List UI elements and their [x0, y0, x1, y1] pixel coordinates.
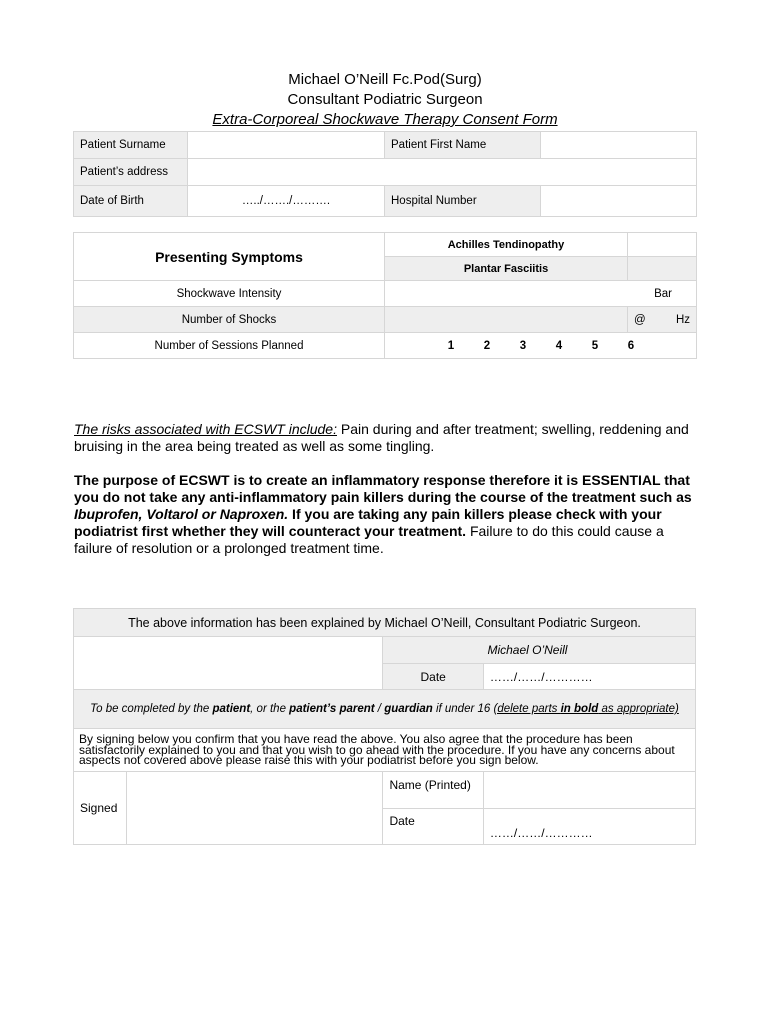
risks-text: Pain during and after treatment; swelling, reddening and bruising in the area being treated as well as some tingling. — [74, 421, 689, 454]
intensity-label: Shockwave Intensity — [74, 281, 385, 307]
patient-signature-field[interactable] — [127, 771, 383, 844]
risks-paragraph — [74, 421, 696, 455]
form-title: Extra-Corporeal Shockwave Therapy Consent Form — [212, 111, 558, 128]
surgeon-role-heading: Consultant Podiatric Surgeon — [287, 91, 483, 108]
purpose-normal: Failure to do this could cause a failure of resolution or a prolonged treatment time. — [74, 523, 664, 556]
completed-by-text-3: / — [374, 703, 385, 715]
delete-parts-note — [493, 703, 678, 715]
surgeon-signature-area — [74, 637, 383, 690]
surgeon-date-field[interactable]: ……/……/………… — [483, 664, 695, 690]
hz-unit: Hz — [675, 313, 690, 326]
session-option-6[interactable]: 6 — [627, 339, 635, 352]
purpose-bold-1: The purpose of ECSWT is to create an inflammatory response therefore it is ESSENTIAL that you do not take any anti-inflammatory pain killers during the course of the treatment such as — [74, 472, 692, 505]
at-sign: @ — [634, 313, 646, 326]
session-option-1[interactable]: 1 — [447, 339, 455, 352]
consent-table — [73, 608, 696, 845]
purpose-bold-2: If you are taking any pain killers please check with your podiatrist first whether they will counteract your treatment. — [74, 506, 662, 539]
name-printed-label: Name (Printed) — [383, 771, 483, 808]
completed-by-parent: patient’s parent — [289, 703, 375, 715]
surgeon-signature-name: Michael O’Neill — [383, 637, 696, 664]
delete-text-2: as appropriate) — [598, 703, 679, 715]
session-option-2[interactable]: 2 — [483, 339, 491, 352]
explained-statement: The above information has been explained by Michael O’Neill, Consultant Podiatric Surgeon. — [74, 609, 696, 637]
shocks-frequency-field[interactable] — [628, 307, 697, 333]
session-option-4[interactable]: 4 — [555, 339, 563, 352]
symptom-option-achilles[interactable]: Achilles Tendinopathy — [385, 233, 628, 257]
patient-surname-label: Patient Surname — [74, 132, 188, 159]
symptom-achilles-checkbox[interactable] — [628, 233, 697, 257]
signed-label: Signed — [74, 771, 127, 844]
session-option-5[interactable]: 5 — [591, 339, 599, 352]
session-option-3[interactable]: 3 — [519, 339, 527, 352]
risks-lead: The risks associated with ECSWT include: — [74, 421, 337, 437]
dob-label: Date of Birth — [74, 186, 188, 217]
name-printed-field[interactable] — [483, 771, 695, 808]
patient-first-name-field[interactable] — [541, 132, 697, 159]
sign-date-label: Date — [383, 808, 483, 844]
hospital-number-field[interactable] — [541, 186, 697, 217]
patient-address-label: Patient’s address — [74, 159, 188, 186]
presenting-symptoms-label: Presenting Symptoms — [74, 233, 385, 281]
hospital-number-label: Hospital Number — [385, 186, 541, 217]
completed-by-note — [74, 690, 696, 729]
signing-note: By signing below you confirm that you have read the above. You also agree that the procedure has been satisfactorily explained to you and that you wish to go ahead with the procedure. If you have any concerns about aspects not covered above please raise this with your podiatrist before you sign below. — [74, 729, 696, 772]
patient-surname-field[interactable] — [188, 132, 385, 159]
patient-address-field[interactable] — [188, 159, 697, 186]
symptom-option-plantar[interactable]: Plantar Fasciitis — [385, 257, 628, 281]
purpose-paragraph — [74, 472, 696, 557]
shocks-field[interactable] — [385, 307, 628, 333]
surgeon-name-heading: Michael O’Neill Fc.Pod(Surg) — [288, 71, 482, 88]
intensity-unit: Bar — [654, 287, 672, 300]
delete-text-1: (delete parts — [493, 703, 561, 715]
shocks-label: Number of Shocks — [74, 307, 385, 333]
sessions-label: Number of Sessions Planned — [74, 333, 385, 359]
symptom-plantar-checkbox[interactable] — [628, 257, 697, 281]
surgeon-date-label: Date — [383, 664, 483, 690]
dob-field[interactable]: …../……./………. — [188, 186, 385, 217]
sessions-options — [385, 333, 697, 359]
completed-by-text-1: To be completed by the — [90, 703, 213, 715]
completed-by-guardian: guardian — [384, 703, 433, 715]
delete-bold: in bold — [560, 703, 599, 715]
patient-details-table — [73, 131, 697, 217]
treatment-table — [73, 232, 697, 359]
sign-date-field[interactable]: ……/……/………… — [483, 808, 695, 844]
completed-by-patient: patient — [212, 703, 251, 715]
completed-by-text-2: , or the — [250, 703, 290, 715]
patient-first-name-label: Patient First Name — [385, 132, 541, 159]
form-header — [0, 70, 770, 130]
purpose-drugs: Ibuprofen, Voltarol or Naproxen. — [74, 506, 289, 522]
intensity-field[interactable] — [385, 281, 697, 307]
completed-by-text-4: if under 16 — [432, 703, 494, 715]
